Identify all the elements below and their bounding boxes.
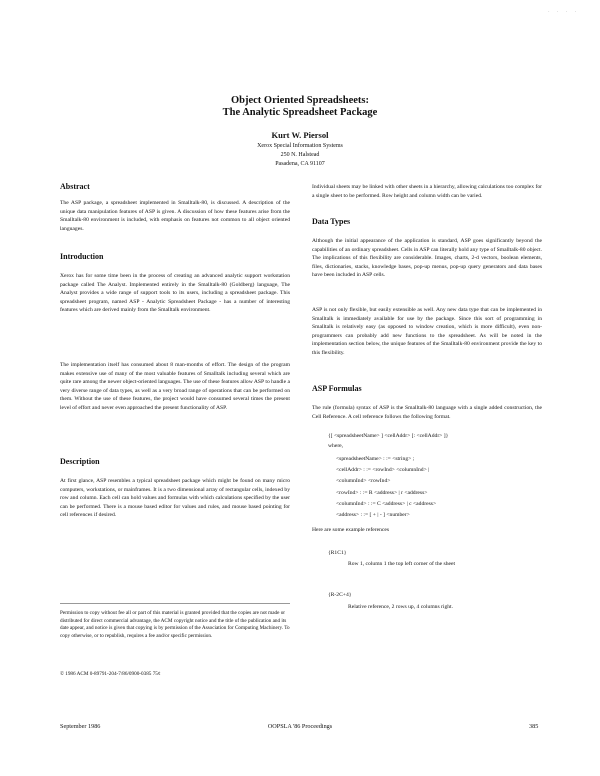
grammar-line-2: where, [328, 443, 344, 449]
example-2-description: Relative reference, 2 rows up, 4 columns right. [348, 604, 454, 610]
affiliation-line3: Pasadena, CA 91107 [275, 161, 325, 167]
example-2-code: {R-2C+4} [328, 592, 352, 598]
description-paragraph-1: At first glance, ASP resembles a typical spreadsheet package which might be found on many micro computers, workstations, or mainframes. It is a two dimensional array of rectangular cells, indexed by row and column. Each cell can hold values and formulas with which calculations specified by the user can be performed. There is a mouse based editor for values and rules, and mouse based pointing for cell references if desired. [60, 478, 290, 519]
grammar-line-8: <address> : := [ + | - ] <number> [336, 512, 410, 518]
asp-formulas-paragraph: The rule (formula) syntax of ASP is the Smalltalk-80 language with a single added construction, the Cell Reference. A cell reference follows the following format. [312, 405, 542, 420]
grammar-line-7: <columnInd> : := C <address> | c <address> [336, 501, 437, 507]
copyright-line: © 1986 ACM 0-89791-204-7/86/0900-0385 75¢ [60, 671, 161, 677]
introduction-paragraph-1: Xerox has for some time been in the process of creating an advanced analytic support workstation package called The Analyst. Implemented entirely in the Smalltalk-80 (Goldberg) language, The Analyst provides a wide range of support tools to its users, including a spreadsheet package. This spreadsheet program, named ASP - Analytic Spreadsheet Package - has a number of interesting features which are derived mainly from the Smalltalk environment. [60, 273, 290, 314]
grammar-line-6: <rowInd> : := R <address> | r <address> [336, 490, 428, 496]
abstract-heading: Abstract [60, 182, 90, 191]
introduction-paragraph-2: The implementation itself has consumed about 8 man-months of effort. The design of the program makes extensive use of many of the most valuable features of Smalltalk including several which are quite rare among the newer object-oriented languages. The use of these features allow ASP to handle a very diverse range of data types, as well as a very broad range of operations that can be performed on them. Without the use of these features, the project would have consumed several times the present level of effort and never even approached the present functionality of ASP. [60, 362, 290, 411]
examples-intro: Here are some example references [312, 527, 390, 533]
grammar-line-1: {[ <spreadsheetName> ] <cellAddr> [: <cellAddr> ]} [328, 433, 449, 439]
footnote-rule [60, 603, 290, 604]
abstract-text: The ASP package, a spreadsheet implemented in Smalltalk-80, is discussed. A description of the unique data manipulation features of ASP is given. A discussion of how these features arise from the Smalltalk-80 environment is included, with emphasis on features not common to all object oriented languages. [60, 200, 290, 232]
permission-footnote: Permission to copy without fee all or part of this material is granted provided that the copies are not made or distributed for direct commercial advantage, the ACM copyright notice and the title of the publication and its date appear, and notice is given that copying is by permission of the Association for Computing Machinery. To copy otherwise, or to republish, requires a fee and/or specific permission. [60, 610, 290, 639]
grammar-line-5: <columnInd> <rowInd> [336, 478, 391, 484]
footer-date: September 1986 [60, 723, 101, 730]
data-types-heading: Data Types [312, 217, 351, 226]
linked-sheets-paragraph: Individual sheets may be linked with other sheets in a hierarchy, allowing calculations too complex for a single sheet to be performed. Row height and column width can be varied. [312, 184, 542, 199]
paper-title-line2: The Analytic Spreadsheet Package [222, 107, 378, 118]
description-heading: Description [60, 457, 100, 466]
affiliation-line2: 250 N. Halstead [280, 152, 320, 158]
grammar-line-3: <spreadsheetName> : := <string> ; [336, 456, 415, 462]
footer-page-number: 385 [529, 723, 539, 730]
introduction-heading: Introduction [60, 252, 104, 261]
paper-title-line1: Object Oriented Spreadsheets: [230, 95, 370, 106]
data-types-paragraph-1: Although the initial appearance of the application is standard, ASP goes significantly beyond the capabilities of an ordinary spreadsheet. Cells in ASP can literally hold any type of Smalltalk-80 object. The implications of this flexibility are considerable. Images, charts, 2-d vectors, boolean elements, files, dictionaries, stacks, knowledge bases, pop-up menus, pop-up query generators and data bases have been included in ASP cells. [312, 238, 542, 279]
example-1-description: Row 1, column 1 the top left corner of the sheet [348, 561, 456, 567]
affiliation-line1: Xerox Special Information Systems [257, 143, 343, 149]
example-1-code: {R1C1} [328, 550, 347, 556]
data-types-paragraph-2: ASP is not only flexible, but easily extensible as well. Any new data type that can be implemented in Smalltalk is immediately available for use by the package. Since this sort of programming in Smalltalk is relatively easy (as opposed to window creation, which is more difficult), even non-programmers can probably add new functions to the spreadsheet. As will be noted in the implementation section below, the unique features of the Smalltalk-80 environment provide the key to this flexibility. [312, 307, 542, 356]
author-name: Kurt W. Piersol [271, 130, 329, 140]
scan-artifact: · · · · [548, 10, 580, 15]
asp-formulas-heading: ASP Formulas [312, 384, 362, 393]
footer-proceedings: OOPSLA '86 Proceedings [267, 723, 333, 730]
grammar-line-4: <cellAddr> : := <rowInd> <columnInd> | [336, 467, 430, 473]
